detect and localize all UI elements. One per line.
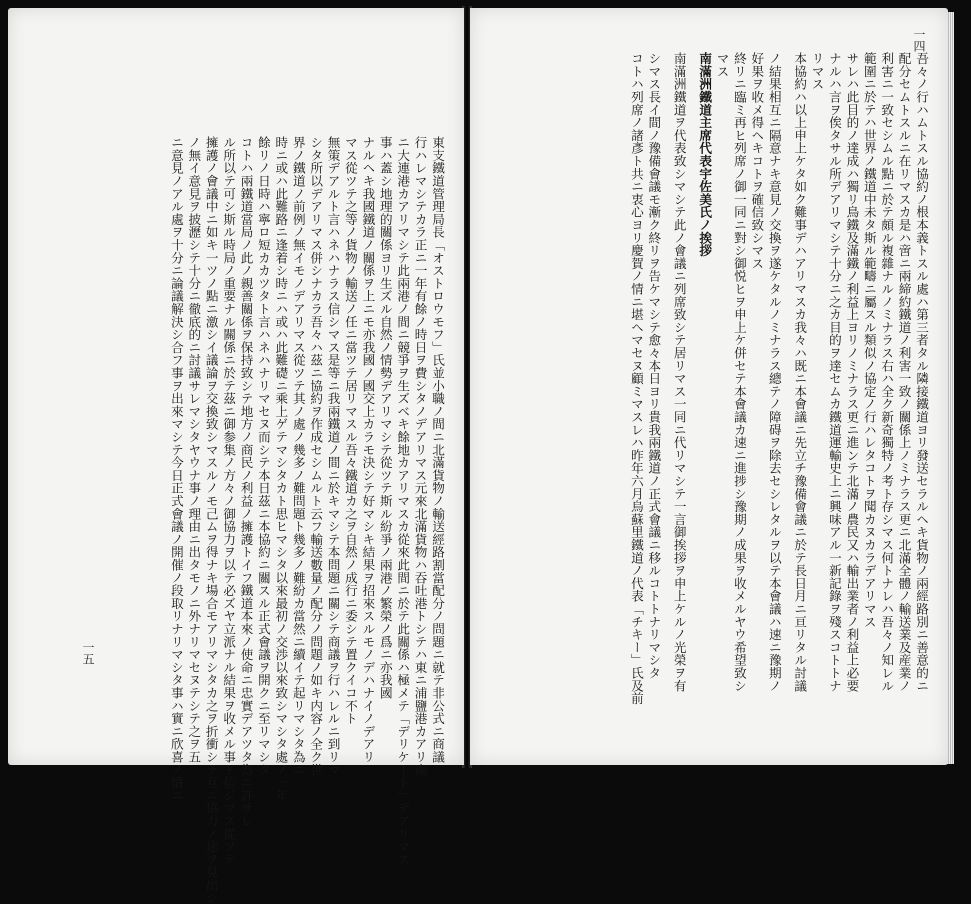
text-column: 好果ヲ收メ得ヘキコトヲ確信致シマス bbox=[749, 52, 765, 270]
page-number-left: 一五 bbox=[81, 641, 95, 665]
text-column: 本協約ハ以上申上ケタ如ク難事デハアリマスカ我々ハ既ニ本會議ニ先立チ豫備會議ニ於テ長日月ニ亘リタル討議 bbox=[792, 52, 808, 692]
text-column: ニ大連港カアリマシテ此兩港ノ間ニ競爭ヲ生ズベキ餘地カアリマスカ從來此間ニ於テ此關係ハ極メテ「デリケート」デアリマス bbox=[395, 136, 411, 866]
left-page bbox=[8, 8, 464, 904]
text-column: リマス bbox=[809, 52, 825, 91]
left-page-text bbox=[168, 136, 447, 904]
right-page-text bbox=[628, 52, 931, 705]
text-column: 無策デアルト言ハネハナラス信シマス是等ニ我兩鐵道ノ間ニ於キマシテ本問題ニ關シテ商議ヲ行ハレルニ到リマ bbox=[325, 136, 341, 776]
right-page bbox=[470, 8, 948, 765]
text-column: 南滿洲鐵道ヲ代表致シマシテ此ノ會議ニ列席致シテ居リマス一同ニ代リマシテ一言御挨拶ヲ申上ケルノ光榮ヲ有 bbox=[671, 52, 687, 692]
text-column: 行ハレマシテカラ正ニ一年有餘ノ時日ヲ費シタノデアリマス元來北滿貨物ハ吞吐港トシテハ東ニ浦鹽港カアリ南 bbox=[412, 136, 428, 776]
text-column: ル所以テ可シ斯ル時局ノ重要ナル關係ニ於テ茲ニ御参集ノ方々ノ御協力ヲ以テ必ズヤ立派ナル結果ヲ收メル事ト信ジマス從ツテ bbox=[221, 136, 237, 866]
text-column: ナルハ言ヲ俟タサル所デアリマシテ十分ニ之カ目的ヲ達セムカ鐵道運輸史上ニ興味アル一新記錄ヲ殘スコトトナ bbox=[826, 52, 842, 692]
text-column: シマス長イ間ノ豫備會議モ漸ク終リヲ告ケマシテ愈々本日ヨリ貴我兩鐵道ノ正式會議ニ移ルコトトナリマシタ bbox=[646, 52, 662, 680]
text-column: マス從ツテ之等ノ貨物ノ輸送ノ任ニ當ツテ居リマスル吾々鐵道カ之ヲ自然ノ成行ニ委シテ置クイコ不ト bbox=[342, 136, 358, 725]
text-column: サレハ此目的ノ達成ハ獨リ鳥鐵及滿鐵ノ利益上ヨリノミナラス更ニ進ンテ北滿ノ農民又ハ輸出業者ノ利益上必要 bbox=[844, 52, 860, 692]
text-column: 時ニ或ハ此難路ニ逢着シ時ニハ或ハ此難礎ニ乘上ゲテマシタカト思ヒマシタ以來最初ノ交渉以來致シマシタ處ノ一年 bbox=[273, 136, 289, 802]
text-column: 配分セムトスルニ在リマスカ是ハ啻ニ兩締約鐵道ノ利害一致ノ關係上ノミナラス更ニ北滿全體ノ輸送業及産業ノ bbox=[896, 52, 912, 692]
page-number-right: 一四 bbox=[912, 28, 926, 52]
text-column: 東支鐵道管理局長「オストロウモフ」氏並小職ノ間ニ北滿貨物ノ輸送經路割當配分ノ問題ニ就テ非公式ニ商議 bbox=[430, 136, 445, 764]
text-column: シタ所以デアリマス併シナカラ吾々ハ茲ニ協約ヲ作成セシムルト云フ輸送數量ノ配分ノ問題ノ如キ内容ノ全ク世 bbox=[308, 136, 324, 776]
text-column: ニ意見ノアル處ヲ十分ニ論議解決シ合フ事ヲ出來マシテ今日正式會議ノ開催ノ段取リナリマシタ事ハ實ニ欣喜ノ情ニ bbox=[168, 136, 184, 802]
text-column: 終リニ臨ミ再ヒ列席ノ御一同ニ對シ御悦ヒヲ申上ケ併セテ本會議カ速ニ進捗シ豫期ノ成果ヲ收メルヤウ希望致シ bbox=[731, 52, 747, 692]
text-column: 事ハ蓋シ地理的關係ヨリ生ズル自然ノ情勢デアリマシテ從ツテ斯ル紛爭ノ兩港ノ繁榮ノ爲ニ亦我國 bbox=[377, 136, 393, 700]
text-column: コトハ列席ノ諸彥ト共ニ衷心ヨリ慶賀ノ情ニ堪ヘマセヌ顧ミマスレハ昨年六月烏蘇里鐵道ノ代表「チキー」氏及前 bbox=[628, 52, 644, 705]
text-column: 利害ニ一致セシムル點ニ於テ頗ル複雜ナルノミナラス右ハ全ク新奇獨特ノ考ト存シマス何トナレハ吾々ノ知レル bbox=[879, 52, 895, 692]
text-column: 擁護ノ會議中ニ如キ一ツノ點ニ激シイ議論ヲ交換致シマスルノモ己ムヲ得ナキ場合モアリマシタカ之ヲ折衝シテ互ニ協力ノ途ヲ見出シ bbox=[203, 136, 219, 904]
text-column: 界ノ鐵道ノ前例ノ無イモノデアリマス從ツテ其ノ處ノ幾多ノ難問題ト幾多ノ難紛カ當然ニ續イテ起リマシタ為ニ bbox=[290, 136, 306, 776]
text-column: ノ無イ意見ヲ披瀝シテ十分ニ徹底的ニ討議サレマシタヤウナ事ノ理由ニ出タモノニ外ナリマセヌテシテ之ヲ五 bbox=[186, 136, 202, 764]
text-column: 範圍ニ於テハ世界ノ鐵道中未タ斯ル範疇ニ屬スル類似ノ協定ノ行ハレタコトヲ聞カヌカラデアリマス bbox=[861, 52, 877, 628]
text-column: ナルヘキ我國鐵道ノ關係ヲ上ニモ亦我國ノ國交上カラモ決シテ好マシキ結果ヲ招來スルモノデハナイノデアリ bbox=[360, 136, 376, 764]
text-column: マス bbox=[714, 52, 730, 78]
text-column: 吾々ノ行ハムトスル協約ノ根本義トスル處ハ第三者タル隣接鐵道ヨリ發送セラルヘキ貨物ノ兩經路別ニ善意的ニ bbox=[914, 52, 929, 692]
text-column: コトハ兩鐵道當局ノ此ノ親善關係ヲ保持致シテ地方ノ商民ノ利益ノ擁護トイフ鐵道本來ノ使命ニ忠實デアツタ為ニ許サレ bbox=[238, 136, 254, 828]
text-column: ノ結果相互ニ隔意ナキ意見ノ交換ヲ遂ケタルノミナラス總テノ障碍ヲ除去セシレタルヲ以テ本會議ハ速ニ豫期ノ bbox=[766, 52, 782, 692]
section-heading: 南滿洲鐵道主席代表宇佐美氏ノ挨拶 bbox=[697, 52, 713, 257]
text-column: 餘リノ日時ハ寧ロ短カカツタト言ハネハナリマセヌ而シテ本日茲ニ本協約ニ關スル正式會議ヲ開クニ至リマシタ bbox=[255, 136, 271, 776]
